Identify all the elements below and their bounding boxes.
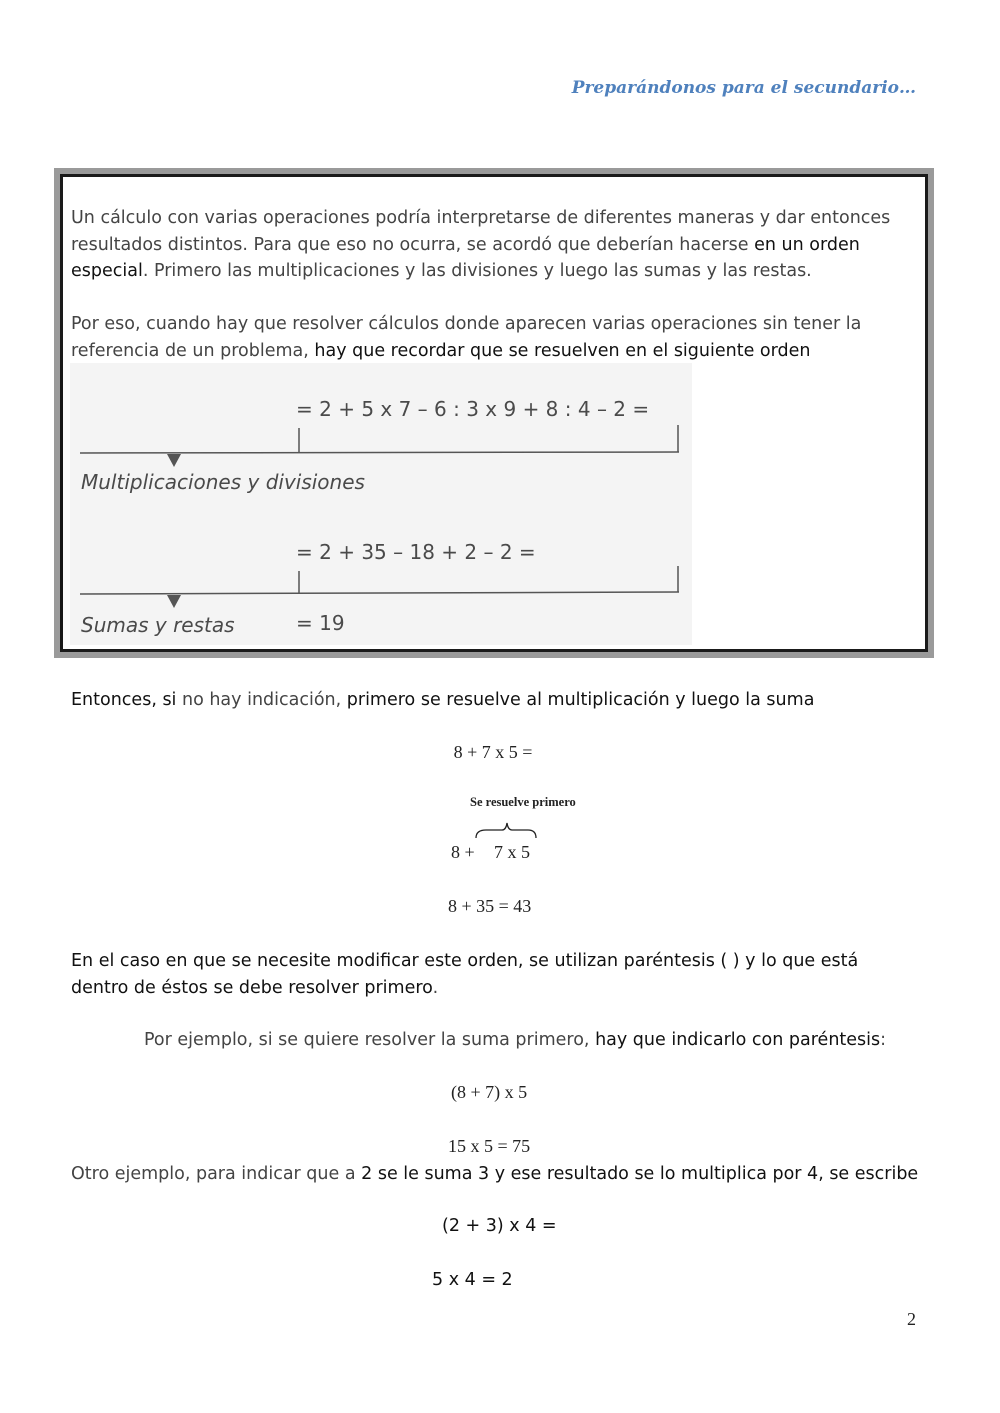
section2-paragraph xyxy=(71,948,921,1001)
example-text: Por ejemplo, si se quiere resolver la suma primero, xyxy=(144,1030,596,1050)
figure-expression-2: = 2 + 35 – 18 + 2 – 2 = xyxy=(296,540,536,564)
explanation-paragraph-2 xyxy=(71,311,911,364)
page-header: Preparándonos para el secundario… xyxy=(571,78,916,98)
explanation-paragraph-1 xyxy=(71,205,901,285)
order-of-operations-figure xyxy=(70,363,692,645)
figure-expression-1: = 2 + 5 x 7 – 6 : 3 x 9 + 8 : 4 – 2 = xyxy=(296,397,650,421)
section2-result: 15 x 5 = 75 xyxy=(448,1136,531,1156)
para2-text: Por eso, cuando hay que resolver cálculos donde aparecen varias operaciones sin tener la referencia de un problema, xyxy=(71,314,862,361)
other-example-highlight: 2 se le suma 3 y ese resultado se lo multiplica por 4, se escribe xyxy=(361,1164,919,1184)
para2-highlight: hay que recordar que se resuelven en el siguiente orden xyxy=(314,340,811,361)
page-number: 2 xyxy=(907,1309,916,1329)
figure-label-multiplications: Multiplicaciones y divisiones xyxy=(81,470,365,494)
section3-expression: (2 + 3) x 4 = xyxy=(442,1216,557,1236)
section1-result: 8 + 35 = 43 xyxy=(448,896,532,916)
example-highlight: hay que indicarlo con paréntesis xyxy=(595,1030,881,1050)
para1-text: Un cálculo con varias operaciones podría interpretarse de diferentes maneras y dar entonces resultados distintos. Para que eso no ocurra, se acordó que deberían hacerse xyxy=(71,208,891,255)
arrow-1 xyxy=(167,454,181,467)
section2-example xyxy=(144,1027,944,1054)
example-colon: : xyxy=(880,1030,887,1050)
figure-result: = 19 xyxy=(296,611,345,635)
arrow-2 xyxy=(167,595,181,608)
intro-highlight: primero se resuelve al multiplicación y luego la suma xyxy=(346,690,815,710)
other-example-text: Otro ejemplo, para indicar que a xyxy=(71,1164,362,1184)
section3-text xyxy=(71,1161,931,1188)
intro-start: Entonces, si xyxy=(71,690,182,710)
expression-8-plus-7x5: 8 + 7 x 5 = xyxy=(453,742,533,762)
section1-split-right: 7 x 5 xyxy=(494,842,530,862)
section1-intro xyxy=(71,687,931,714)
curly-brace-icon xyxy=(472,820,542,842)
section1-expression xyxy=(0,742,1000,763)
section1-split-left: 8 + xyxy=(451,842,475,862)
section2-expression: (8 + 7) x 5 xyxy=(451,1082,528,1102)
para1-text-end: . Primero las multiplicaciones y las divisiones y luego las sumas y las restas. xyxy=(142,261,812,281)
parentheses-explanation: En el caso en que se necesite modificar este orden, se utilizan paréntesis ( ) y lo que está dentro de éstos se debe resolver primero xyxy=(71,951,859,998)
baseline-1 xyxy=(80,452,679,453)
section3-result: 5 x 4 = 2 xyxy=(432,1270,513,1290)
intro-middle: no hay indicación, xyxy=(181,690,347,710)
solve-first-note: Se resuelve primero xyxy=(470,795,576,809)
para1-highlight: en un orden especial xyxy=(71,234,860,281)
figure-label-sums: Sumas y restas xyxy=(81,613,235,637)
paragraph-period: . xyxy=(432,977,439,998)
baseline-2 xyxy=(80,592,679,594)
